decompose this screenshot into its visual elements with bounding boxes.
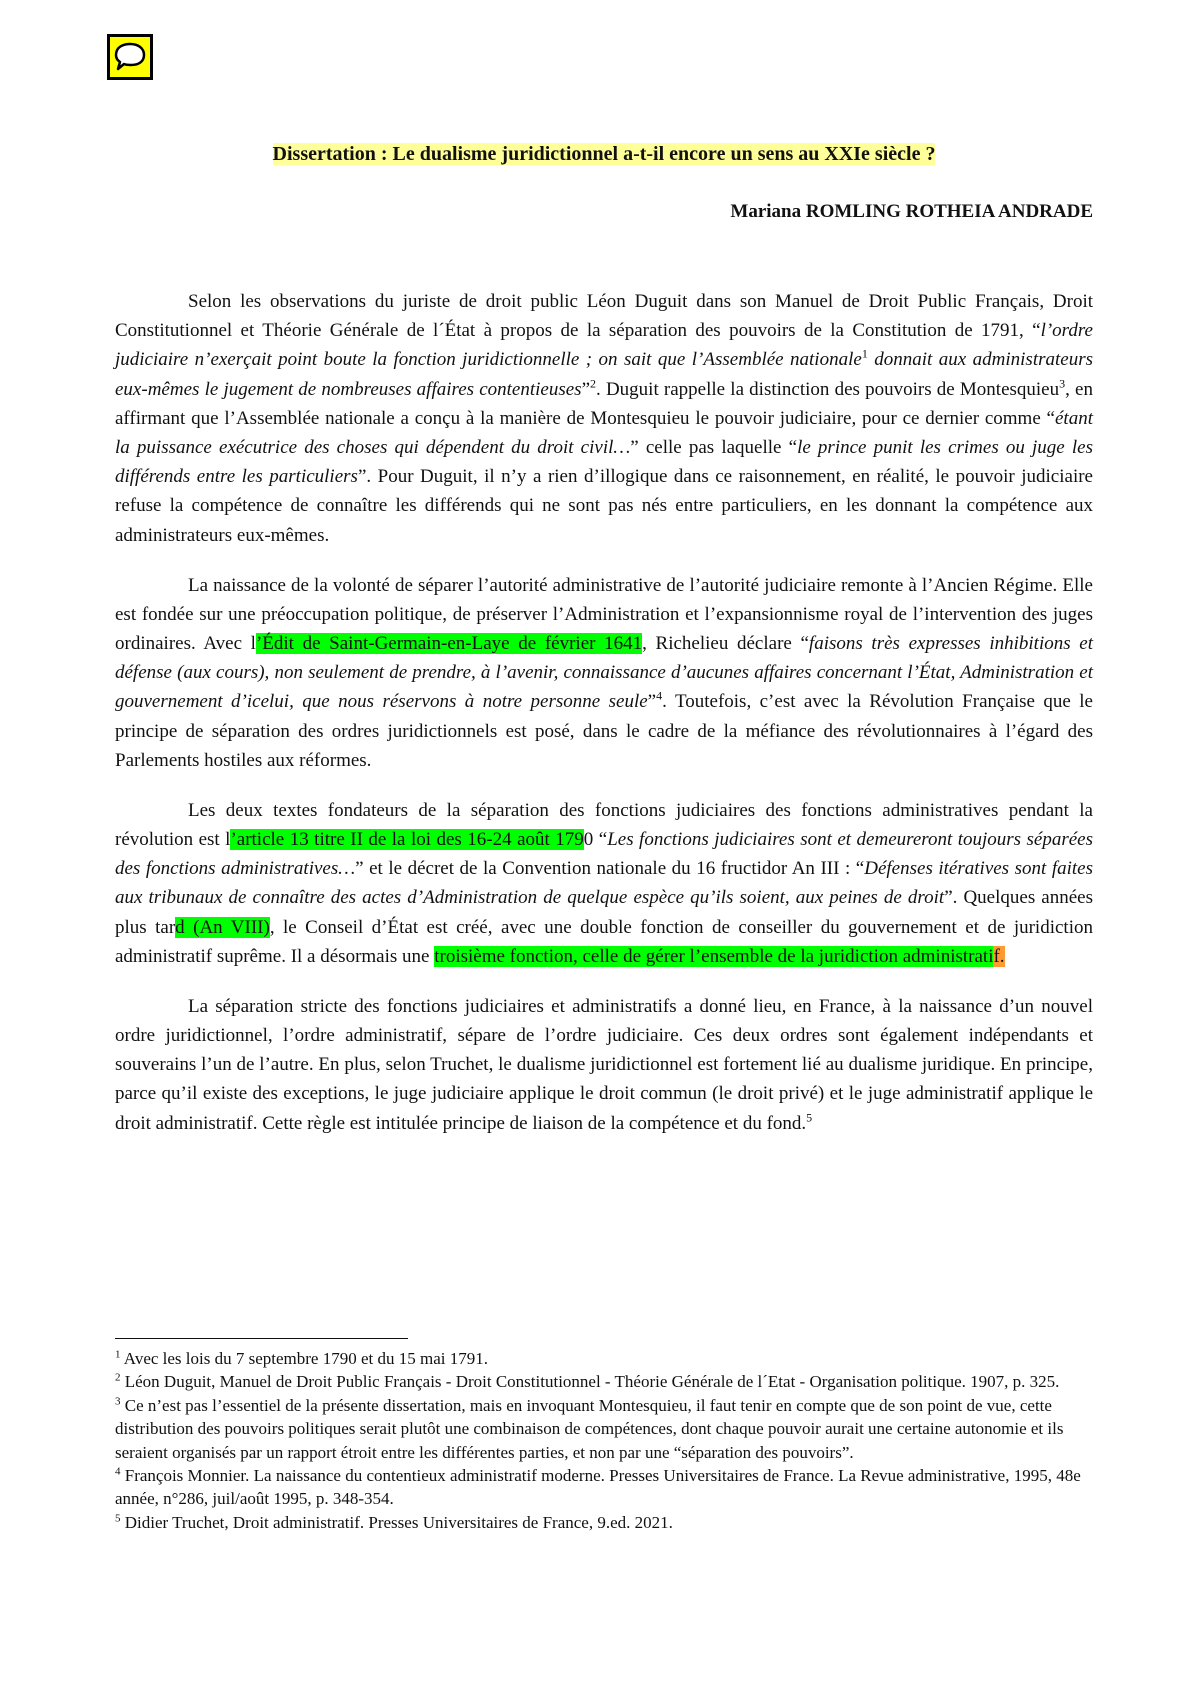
highlight-orange: f. bbox=[993, 945, 1005, 967]
paragraph-2: La naissance de la volonté de séparer l’autorité administrative de l’autorité judiciaire remonte à l’Ancien Régime. Elle est fondée sur une préoccupation politique, de préserver l’Administration et l’expansionnisme royal de l’intervention des juges ordinaires. Avec l’Édit de Saint-Germain-en-Laye de février 1641, Richelieu déclare “faisons très expresses inhibitions et défense (aux cours), non seulement de prendre, à l’avenir, connaissance d’aucunes affaires concernant l’État, Administration et gouvernement d’icelui, que nous réservons à notre personne seule”$^4$. Toutefois, c’est avec la Révolution Française que le principe de séparation des ordres juridictionnels est posé, dans le cadre de la méfiance des révolutionnaires à l’égard des Parlements hostiles aux réformes. bbox=[115, 574, 1093, 771]
footnote-2: $^2$ Léon Duguit, Manuel de Droit Public Français - Droit Constitutionnel - Théorie Générale de l´Etat - Organisation politique. 1907, p. 325. bbox=[115, 1371, 1060, 1392]
footnote-4: $^4$ François Monnier. La naissance du contentieux administratif moderne. Presses Universitaires de France. La Revue administrative, 1995, 48e année, n°286, juil/août 1995, p. 348-354. bbox=[115, 1465, 1081, 1509]
footnote-3: $^3$ Ce n’est pas l’essentiel de la présente dissertation, mais en invoquant Montesquieu, il faut tenir en compte que de son point de vue, cette distribution des pouvoirs politiques serait plutôt une combinaison de compétences, dont chaque pouvoir aurait une certaine autonomie et ils seraient organisés par un rapport étroit entre les différentes parties, et non par une “séparation des pouvoirs”. bbox=[115, 1395, 1064, 1462]
footnote-ref-5[interactable]: 5 bbox=[806, 1110, 813, 1125]
highlight-troisieme-fonction: troisième fonction, celle de gérer l’ensemble de la juridiction administrati bbox=[434, 945, 994, 967]
footnotes bbox=[115, 1347, 1093, 1534]
footnote-ref-3[interactable]: 3 bbox=[1059, 376, 1066, 391]
paragraph-3: Les deux textes fondateurs de la séparation des fonctions judiciaires des fonctions administratives pendant la révolution est l’article 13 titre II de la loi des 16-24 août 1790 “Les fonctions judiciaires sont et demeureront toujours séparées des fonctions administratives…” et le décret de la Convention nationale du 16 fructidor An III : “Défenses itératives sont faites aux tribunaux de connaître des actes d’Administration de quelque espèce qu’ils soient, aux peines de droit”. Quelques années plus tard (An VIII), le Conseil d’État est créé, avec une double fonction de conseiller du gouvernement et de juridiction administratif suprême. Il a désormais une troisième fonction, celle de gérer l’ensemble de la juridiction administratif. bbox=[115, 799, 1094, 967]
document-body bbox=[115, 287, 1093, 1159]
footnote-5: $^5$ Didier Truchet, Droit administratif. Presses Universitaires de France, 9.ed. 2021. bbox=[115, 1512, 673, 1532]
document-title: Dissertation : Le dualisme juridictionnel a-t-il encore un sens au XXIe siècle ? bbox=[272, 143, 936, 165]
highlight-article-13: ’article 13 titre II de la loi des 16-24 août 179 bbox=[230, 829, 584, 851]
paragraph-1: Selon les observations du juriste de droit public Léon Duguit dans son Manuel de Droit Public Français, Droit Constitutionnel et Théorie Générale de l´État à propos de la séparation des pouvoirs de la Constitution de 1791, “l’ordre judiciaire n’exerçait point boute la fonction juridictionnelle ; on sait que l’Assemblée nationale$^1$ donnait aux administrateurs eux-mêmes le jugement de nombreuses affaires contentieuses”$^2$. Duguit rappelle la distinction des pouvoirs de Montesquieu$^3$, en affirmant que l’Assemblée nationale a conçu à la manière de Montesquieu le pouvoir judiciaire, pour ce dernier comme “étant la puissance exécutrice des choses qui dépendent du droit civil…” celle pas laquelle “le prince punit les crimes ou juge les différends entre les particuliers”. Pour Duguit, il n’y a rien d’illogique dans ce raisonnement, en réalité, le pouvoir judiciaire refuse la compétence de connaître les différends qui ne sont pas nés entre particuliers, en les donnant la compétence aux administrateurs eux-mêmes. bbox=[115, 291, 1093, 546]
author-name: Mariana ROMLING ROTHEIA ANDRADE bbox=[730, 201, 1093, 222]
comment-icon[interactable] bbox=[107, 34, 153, 80]
highlight-an-viii: d (An VIII) bbox=[175, 916, 270, 938]
footnote-1: $^1$ Avec les lois du 7 septembre 1790 et du 15 mai 1791. bbox=[115, 1348, 488, 1368]
paragraph-4: La séparation stricte des fonctions judiciaires et administratifs a donné lieu, en France, à la naissance d’un nouvel ordre juridictionnel, l’ordre administratif, sépare de l’ordre judiciaire. Ces deux ordres sont également indépendants et souverains l’un de l’autre. En plus, selon Truchet, le dualisme juridictionnel est fortement lié au dualisme juridique. En principe, parce qu’il existe des exceptions, le juge judiciaire applique le droit commun (le droit privé) et le juge administratif applique le droit administratif. Cette règle est intitulée principe de liaison de la compétence et du fond.$^5$ bbox=[115, 995, 1093, 1134]
footnote-ref-2[interactable]: 2 bbox=[590, 376, 597, 391]
footnote-ref-4[interactable]: 4 bbox=[656, 689, 663, 704]
highlight-edit-1641: ’Édit de Saint-Germain-en-Laye de février 1641 bbox=[255, 633, 643, 655]
footnote-separator bbox=[115, 1338, 408, 1339]
footnote-ref-1[interactable]: 1 bbox=[861, 347, 868, 362]
